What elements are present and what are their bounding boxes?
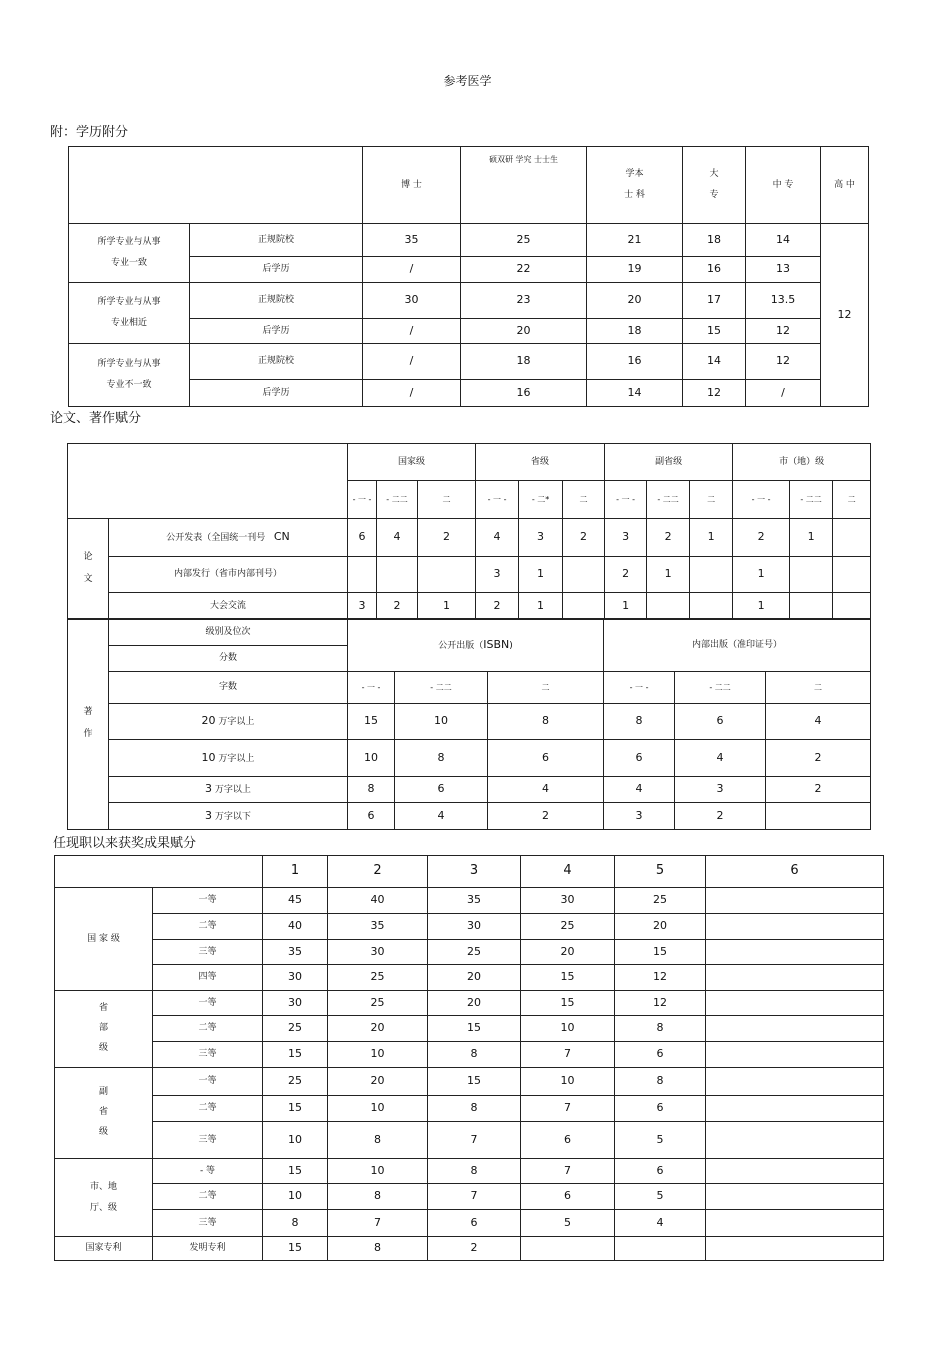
- score-cell: 1: [605, 593, 647, 620]
- header-benke: 学本 士 科: [587, 147, 683, 224]
- score-cell: 25: [615, 888, 706, 914]
- score-cell: [690, 557, 733, 593]
- score-cell: 20: [328, 1016, 428, 1042]
- score-cell: 8: [395, 740, 488, 777]
- grade-header: - 二二: [647, 481, 690, 519]
- awards-section-title: 任现职以来获奖成果赋分: [53, 836, 197, 851]
- score-cell: 1: [418, 593, 476, 620]
- score-cell: [377, 557, 418, 593]
- score-cell: [706, 1068, 884, 1096]
- column-header: 2: [328, 856, 428, 888]
- score-cell: 30: [428, 914, 521, 940]
- score-cell: 5: [615, 1122, 706, 1159]
- score-cell: [706, 1210, 884, 1237]
- score-cell: 2: [733, 519, 790, 557]
- award-level-city: 市、地 厅、级: [55, 1159, 153, 1237]
- award-grade: 二等: [153, 1016, 263, 1042]
- column-header: 4: [521, 856, 615, 888]
- score-cell: 30: [521, 888, 615, 914]
- score-cell: 30: [263, 965, 328, 991]
- score-cell: 10: [348, 740, 395, 777]
- column-header: 5: [615, 856, 706, 888]
- group-label: 所学专业与从事 专业不一致: [69, 344, 190, 407]
- group-label: 所学专业与从事 专业相近: [69, 283, 190, 344]
- score-cell: 1: [790, 519, 833, 557]
- score-cell: 30: [328, 940, 428, 965]
- book-jibie-label: 级别及位次: [109, 619, 348, 646]
- score-cell: 12: [683, 380, 746, 407]
- score-cell: [647, 593, 690, 620]
- score-cell: 17: [683, 283, 746, 319]
- score-cell: 18: [683, 224, 746, 257]
- grade-header: 二: [833, 481, 871, 519]
- score-cell: 6: [521, 1184, 615, 1210]
- score-cell: 7: [521, 1096, 615, 1122]
- paper-type: 公开发表（全国统一刊号 CN: [109, 519, 348, 557]
- grade-header: 二: [563, 481, 605, 519]
- score-cell: [766, 803, 871, 830]
- papers-score-table: [67, 443, 871, 620]
- score-cell: [521, 1237, 615, 1261]
- score-cell: 4: [395, 803, 488, 830]
- score-cell: 8: [604, 704, 675, 740]
- score-cell: 8: [428, 1042, 521, 1068]
- score-cell: 2: [766, 777, 871, 803]
- school-type: 正规院校: [190, 283, 363, 319]
- publish-internal-header: 内部出版（准印证号）: [604, 619, 871, 672]
- school-type: 后学历: [190, 380, 363, 407]
- score-cell: 8: [328, 1184, 428, 1210]
- score-cell: [706, 1184, 884, 1210]
- word-count-label: 10 万字以上: [109, 740, 348, 777]
- score-cell: 21: [587, 224, 683, 257]
- score-cell: 35: [263, 940, 328, 965]
- score-cell: [563, 593, 605, 620]
- score-cell: 25: [263, 1068, 328, 1096]
- score-cell: 14: [683, 344, 746, 380]
- score-cell: 6: [615, 1159, 706, 1184]
- score-cell: 3: [348, 593, 377, 620]
- header-zhongzhuan: 中 专: [746, 147, 821, 224]
- score-cell: 23: [461, 283, 587, 319]
- score-cell: 2: [675, 803, 766, 830]
- score-cell: 15: [615, 940, 706, 965]
- score-cell: 14: [587, 380, 683, 407]
- score-cell: [690, 593, 733, 620]
- score-cell: 3: [605, 519, 647, 557]
- score-cell: [833, 593, 871, 620]
- award-grade: 三等: [153, 1210, 263, 1237]
- grade-header: 二: [488, 672, 604, 704]
- score-cell: 15: [263, 1159, 328, 1184]
- score-cell: /: [363, 257, 461, 283]
- award-grade: 一等: [153, 991, 263, 1016]
- score-cell: /: [363, 319, 461, 344]
- header-boshi: 博 士: [363, 147, 461, 224]
- score-cell: 1: [733, 557, 790, 593]
- word-count-label: 20 万字以上: [109, 704, 348, 740]
- gaozhong-score: 12: [821, 224, 869, 407]
- score-cell: 25: [328, 965, 428, 991]
- grade-header: - 一 -: [476, 481, 519, 519]
- score-cell: 6: [521, 1122, 615, 1159]
- score-cell: [348, 557, 377, 593]
- score-cell: 12: [746, 344, 821, 380]
- column-header: 6: [706, 856, 884, 888]
- score-cell: 3: [675, 777, 766, 803]
- score-cell: 25: [263, 1016, 328, 1042]
- grade-header: 二: [690, 481, 733, 519]
- grade-header: - 二二: [395, 672, 488, 704]
- score-cell: 16: [461, 380, 587, 407]
- score-cell: 6: [615, 1096, 706, 1122]
- score-cell: [706, 1096, 884, 1122]
- score-cell: 10: [263, 1184, 328, 1210]
- score-cell: 7: [428, 1184, 521, 1210]
- score-cell: 10: [395, 704, 488, 740]
- score-cell: 12: [615, 965, 706, 991]
- score-cell: 15: [521, 991, 615, 1016]
- score-cell: 6: [348, 803, 395, 830]
- grade-header: - 一 -: [348, 672, 395, 704]
- score-cell: 6: [604, 740, 675, 777]
- books-score-table: [67, 618, 871, 830]
- score-cell: 8: [428, 1159, 521, 1184]
- score-cell: 6: [615, 1042, 706, 1068]
- award-grade: 二等: [153, 1184, 263, 1210]
- paper-type: 内部发行（省市内部刊号）: [109, 557, 348, 593]
- score-cell: 4: [377, 519, 418, 557]
- word-count-label: 3 万字以上: [109, 777, 348, 803]
- score-cell: 8: [615, 1068, 706, 1096]
- score-cell: [833, 557, 871, 593]
- score-cell: 4: [766, 704, 871, 740]
- score-cell: [706, 991, 884, 1016]
- book-zishu-label: 字数: [109, 672, 348, 704]
- group-label: 所学专业与从事 专业一致: [69, 224, 190, 283]
- score-cell: 4: [476, 519, 519, 557]
- score-cell: 20: [428, 965, 521, 991]
- score-cell: 18: [587, 319, 683, 344]
- level-provincial: 省级: [476, 444, 605, 481]
- score-cell: 2: [418, 519, 476, 557]
- score-cell: 8: [263, 1210, 328, 1237]
- award-grade: 二等: [153, 914, 263, 940]
- level-city: 市（地）级: [733, 444, 871, 481]
- grade-header: - 一 -: [605, 481, 647, 519]
- score-cell: 1: [519, 593, 563, 620]
- awards-score-table: [54, 855, 884, 1261]
- level-national: 国家级: [348, 444, 476, 481]
- score-cell: [790, 593, 833, 620]
- score-cell: 16: [683, 257, 746, 283]
- award-grade: 一等: [153, 1068, 263, 1096]
- score-cell: 6: [428, 1210, 521, 1237]
- award-level-provincial: 省 部 级: [55, 991, 153, 1068]
- score-cell: 35: [428, 888, 521, 914]
- score-cell: 15: [428, 1016, 521, 1042]
- grade-header: 二: [766, 672, 871, 704]
- score-cell: [706, 1016, 884, 1042]
- score-cell: 1: [733, 593, 790, 620]
- score-cell: 10: [521, 1016, 615, 1042]
- score-cell: 35: [328, 914, 428, 940]
- score-cell: 20: [461, 319, 587, 344]
- score-cell: 6: [348, 519, 377, 557]
- score-cell: 8: [348, 777, 395, 803]
- score-cell: 2: [647, 519, 690, 557]
- score-cell: 45: [263, 888, 328, 914]
- score-cell: /: [746, 380, 821, 407]
- score-cell: [615, 1237, 706, 1261]
- score-cell: 25: [428, 940, 521, 965]
- score-cell: 10: [521, 1068, 615, 1096]
- level-sub-provincial: 副省级: [605, 444, 733, 481]
- grade-header: - 一 -: [348, 481, 377, 519]
- score-cell: 15: [521, 965, 615, 991]
- award-grade: 三等: [153, 1122, 263, 1159]
- lunwen-label: 论文: [68, 519, 109, 620]
- score-cell: 14: [746, 224, 821, 257]
- score-cell: 15: [263, 1096, 328, 1122]
- column-header: 3: [428, 856, 521, 888]
- score-cell: 7: [328, 1210, 428, 1237]
- school-type: 正规院校: [190, 344, 363, 380]
- score-cell: 1: [647, 557, 690, 593]
- grade-header: - 二二: [377, 481, 418, 519]
- education-section-title: 附：学历附分: [50, 125, 129, 140]
- score-cell: 3: [519, 519, 563, 557]
- paper-type: 大会交流: [109, 593, 348, 620]
- score-cell: 30: [363, 283, 461, 319]
- score-cell: /: [363, 380, 461, 407]
- score-cell: [706, 1042, 884, 1068]
- score-cell: [706, 965, 884, 991]
- score-cell: 4: [488, 777, 604, 803]
- score-cell: 12: [615, 991, 706, 1016]
- score-cell: [706, 940, 884, 965]
- score-cell: 8: [428, 1096, 521, 1122]
- score-cell: 20: [328, 1068, 428, 1096]
- header-gaozhong: 高 中: [821, 147, 869, 224]
- score-cell: 8: [488, 704, 604, 740]
- score-cell: 2: [563, 519, 605, 557]
- score-cell: [706, 1159, 884, 1184]
- score-cell: 15: [348, 704, 395, 740]
- award-grade: 三等: [153, 940, 263, 965]
- score-cell: 40: [328, 888, 428, 914]
- score-cell: 4: [615, 1210, 706, 1237]
- award-grade: 一等: [153, 888, 263, 914]
- score-cell: 1: [519, 557, 563, 593]
- award-level-national: 国 家 级: [55, 888, 153, 991]
- score-cell: 3: [604, 803, 675, 830]
- header-blank: [68, 444, 348, 519]
- book-fenshu-label: 分数: [109, 646, 348, 672]
- score-cell: 10: [328, 1096, 428, 1122]
- header-blank: [55, 856, 263, 888]
- score-cell: 15: [263, 1237, 328, 1261]
- score-cell: [790, 557, 833, 593]
- score-cell: 20: [587, 283, 683, 319]
- score-cell: 13: [746, 257, 821, 283]
- education-score-table: [68, 146, 869, 407]
- score-cell: 30: [263, 991, 328, 1016]
- grade-header: - 一 -: [604, 672, 675, 704]
- score-cell: 1: [690, 519, 733, 557]
- score-cell: 35: [363, 224, 461, 257]
- score-cell: 15: [428, 1068, 521, 1096]
- score-cell: 6: [488, 740, 604, 777]
- grade-header: - 二*: [519, 481, 563, 519]
- score-cell: 7: [521, 1042, 615, 1068]
- header-shuoshi: 硕双研 学究 士士生: [461, 147, 587, 224]
- word-count-label: 3 万字以下: [109, 803, 348, 830]
- score-cell: 25: [328, 991, 428, 1016]
- zhuzuo-label: 著作: [68, 619, 109, 830]
- award-grade: 三等: [153, 1042, 263, 1068]
- score-cell: 2: [488, 803, 604, 830]
- school-type: 后学历: [190, 319, 363, 344]
- score-cell: 10: [328, 1042, 428, 1068]
- score-cell: 8: [328, 1237, 428, 1261]
- score-cell: [706, 1237, 884, 1261]
- score-cell: 10: [263, 1122, 328, 1159]
- score-cell: [833, 519, 871, 557]
- column-header: 1: [263, 856, 328, 888]
- score-cell: 5: [615, 1184, 706, 1210]
- score-cell: 7: [428, 1122, 521, 1159]
- score-cell: [706, 1122, 884, 1159]
- papers-section-title: 论文、著作赋分: [50, 411, 142, 426]
- score-cell: 4: [604, 777, 675, 803]
- award-level-sub-provincial: 副 省 级: [55, 1068, 153, 1159]
- score-cell: 25: [521, 914, 615, 940]
- score-cell: 20: [615, 914, 706, 940]
- score-cell: [706, 914, 884, 940]
- score-cell: 6: [395, 777, 488, 803]
- score-cell: 15: [263, 1042, 328, 1068]
- award-grade: 二等: [153, 1096, 263, 1122]
- score-cell: 15: [683, 319, 746, 344]
- award-grade: - 等: [153, 1159, 263, 1184]
- score-cell: 20: [521, 940, 615, 965]
- grade-header: - 二二: [790, 481, 833, 519]
- school-type: 后学历: [190, 257, 363, 283]
- score-cell: 16: [587, 344, 683, 380]
- score-cell: 2: [377, 593, 418, 620]
- score-cell: /: [363, 344, 461, 380]
- score-cell: 18: [461, 344, 587, 380]
- score-cell: [563, 557, 605, 593]
- score-cell: 5: [521, 1210, 615, 1237]
- grade-header: - 二二: [675, 672, 766, 704]
- page-title: 参考医学: [443, 74, 492, 88]
- score-cell: 2: [766, 740, 871, 777]
- score-cell: 8: [328, 1122, 428, 1159]
- score-cell: 10: [328, 1159, 428, 1184]
- score-cell: 2: [476, 593, 519, 620]
- award-grade: 四等: [153, 965, 263, 991]
- score-cell: 7: [521, 1159, 615, 1184]
- patent-label: 国家专利: [55, 1237, 153, 1261]
- score-cell: 8: [615, 1016, 706, 1042]
- score-cell: 19: [587, 257, 683, 283]
- score-cell: [418, 557, 476, 593]
- header-blank: [69, 147, 363, 224]
- score-cell: 40: [263, 914, 328, 940]
- score-cell: 20: [428, 991, 521, 1016]
- score-cell: 12: [746, 319, 821, 344]
- grade-header: - 一 -: [733, 481, 790, 519]
- score-cell: 2: [605, 557, 647, 593]
- publish-open-header: 公开出版（ISBN): [348, 619, 604, 672]
- patent-type: 发明专利: [153, 1237, 263, 1261]
- score-cell: 13.5: [746, 283, 821, 319]
- score-cell: [706, 888, 884, 914]
- score-cell: 2: [428, 1237, 521, 1261]
- score-cell: 22: [461, 257, 587, 283]
- school-type: 正规院校: [190, 224, 363, 257]
- score-cell: 6: [675, 704, 766, 740]
- header-dazhuan: 大 专: [683, 147, 746, 224]
- score-cell: 4: [675, 740, 766, 777]
- grade-header: 二: [418, 481, 476, 519]
- score-cell: 25: [461, 224, 587, 257]
- score-cell: 3: [476, 557, 519, 593]
